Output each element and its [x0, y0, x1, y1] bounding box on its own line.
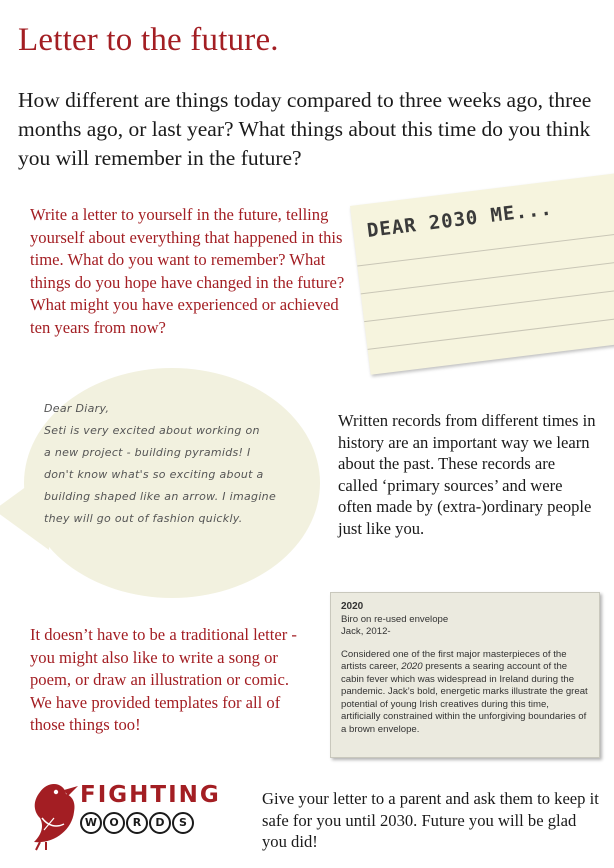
- diary-line: Seti is very excited about working on: [44, 424, 260, 437]
- logo-letter: O: [103, 812, 125, 834]
- note-line: [368, 312, 614, 350]
- diary-line: a new project - building pyramids! I: [44, 446, 251, 459]
- description-part: Considered one of the first major masterpieces of the artists career,: [341, 648, 567, 672]
- logo-letter: D: [149, 812, 171, 834]
- note-line: [364, 285, 614, 323]
- logo-wordmark-fighting: FIGHTING: [80, 782, 221, 808]
- note-card-heading: DEAR 2030 ME...: [365, 197, 554, 243]
- alternatives-text: It doesn’t have to be a traditional letter - you might also like to write a song or poem, or draw an illustration or comic. We have provided templates for all of those things too!: [30, 625, 297, 734]
- bird-icon: [34, 784, 78, 850]
- dear-2030-note-card: [350, 169, 614, 374]
- description-title: 2020: [401, 661, 423, 672]
- logo-wordmark-words: [80, 812, 194, 834]
- diary-entry: [44, 398, 314, 530]
- diary-line: building shaped like an arrow. I imagine: [44, 490, 277, 503]
- closing-text: Give your letter to a parent and ask them to keep it safe for you until 2030. Future you will be glad you did!: [262, 789, 599, 851]
- page-title: Letter to the future.: [18, 22, 279, 58]
- artwork-title: 2020: [341, 601, 364, 612]
- museum-label-card: [330, 592, 600, 758]
- diary-line: they will go out of fashion quickly.: [44, 512, 243, 525]
- diary-line: Dear Diary,: [44, 402, 110, 415]
- logo-letter: W: [80, 812, 102, 834]
- description-part: presents a searing account of the cabin fever which was widespread in Ireland during the pandemic. Jack’s bold, energetic marks illustrate the great potential of young Irish creatives during this time, artificially constrained within the unforgiving boundaries of a brown envelope.: [341, 661, 588, 735]
- note-line: [361, 257, 614, 295]
- artwork-medium: Biro on re-used envelope: [341, 613, 449, 625]
- logo-letter: R: [126, 812, 148, 834]
- diary-line: don't know what's so exciting about a: [44, 468, 264, 481]
- artwork-artist: Jack, 2012-: [341, 626, 391, 637]
- logo-letter: S: [172, 812, 194, 834]
- intro-text: How different are things today compared to three weeks ago, three months ago, or last year? What things about this time do you think you will remember in the future?: [18, 88, 592, 170]
- artwork-description: [341, 649, 589, 737]
- write-prompt-text: Write a letter to yourself in the future, telling yourself about everything that happened in this time. What do you want to remember? What things do you hope have changed in the future? What might you have experienced or achieved ten years from now?: [30, 205, 345, 337]
- primary-sources-text: Written records from different times in history are an important way we learn about the past. These records are called ‘primary sources’ and were often made by (extra-)ordinary people just like you.: [338, 411, 596, 538]
